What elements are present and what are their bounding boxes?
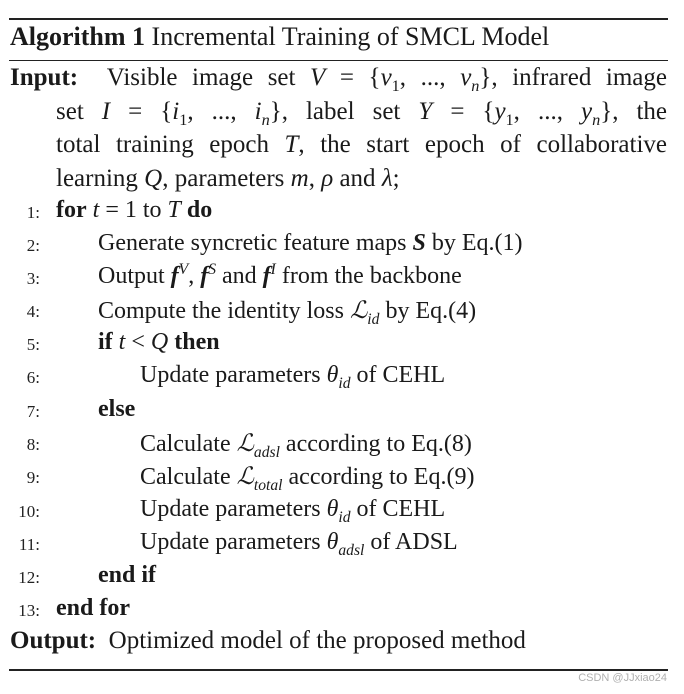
step-number: 12: [18,568,40,587]
step-number: 9: [26,468,40,487]
step-code: Calculate ℒ$_{adsl}$ according to Eq.(8) [140,429,472,461]
input-line-3: total training epoch T, the start epoch of collaborative [56,131,667,158]
input-line-1: Input: Visible image set $V = \{v_1$, ..., $v_n$}, infrared image [10,64,667,95]
step-number: 10: [18,502,40,521]
algorithm-label: Algorithm 1 [10,22,146,51]
bottom-rule [9,669,668,671]
input-line-4: learning Q, parameters m, ρ and λ; [56,164,400,192]
step-number: 4: [26,302,40,321]
step-code: end if [98,562,157,588]
step-code: Update parameters $\theta_{id}$ of CEHL [140,362,446,392]
step-number: 1: [26,203,40,222]
step-code: Calculate ℒ$_{total}$ according to Eq.(9) [140,462,475,494]
watermark: CSDN @JJxiao24 [578,672,667,684]
top-rule [9,18,668,20]
step-code: Output $f^V$, $f^S$ and $f^I$ from the backbone [98,261,462,289]
step-code: Update parameters $\theta_{id}$ of CEHL [140,496,446,526]
step-number: 13: [18,601,40,620]
step-code: end for [56,595,130,621]
step-code: Update parameters $\theta_{adsl}$ of ADSL [140,529,458,559]
step-number: 2: [26,236,40,255]
output-row [10,627,526,655]
step-code: if t < Q then [98,329,220,355]
input-key: Input: [10,64,79,91]
input-block [10,61,667,195]
step-code: Generate syncretic feature maps S by Eq.(1) [98,230,523,256]
output-key: Output: [10,627,97,654]
step-number: 6: [26,368,40,387]
step-number: 5: [26,335,40,354]
step-number: 7: [26,402,40,421]
step-number: 3: [26,269,40,288]
step-number: 11: [18,535,40,554]
step-code: else [98,396,136,422]
algorithm-name: Incremental Training of SMCL Model [151,22,550,51]
step-code: Compute the identity loss ℒ$_{id}$ by Eq.(4) [98,296,477,328]
input-line-2: set $I = \{i_1$, ..., $i_n$}, label set $Y = \{y_1$, ..., $y_n$}, the [56,97,668,129]
step-code: for t = 1 to T do [56,197,213,223]
output-text: Optimized model of the proposed method [108,627,526,654]
step-number: 8: [26,435,40,454]
algorithm-title [10,22,549,52]
